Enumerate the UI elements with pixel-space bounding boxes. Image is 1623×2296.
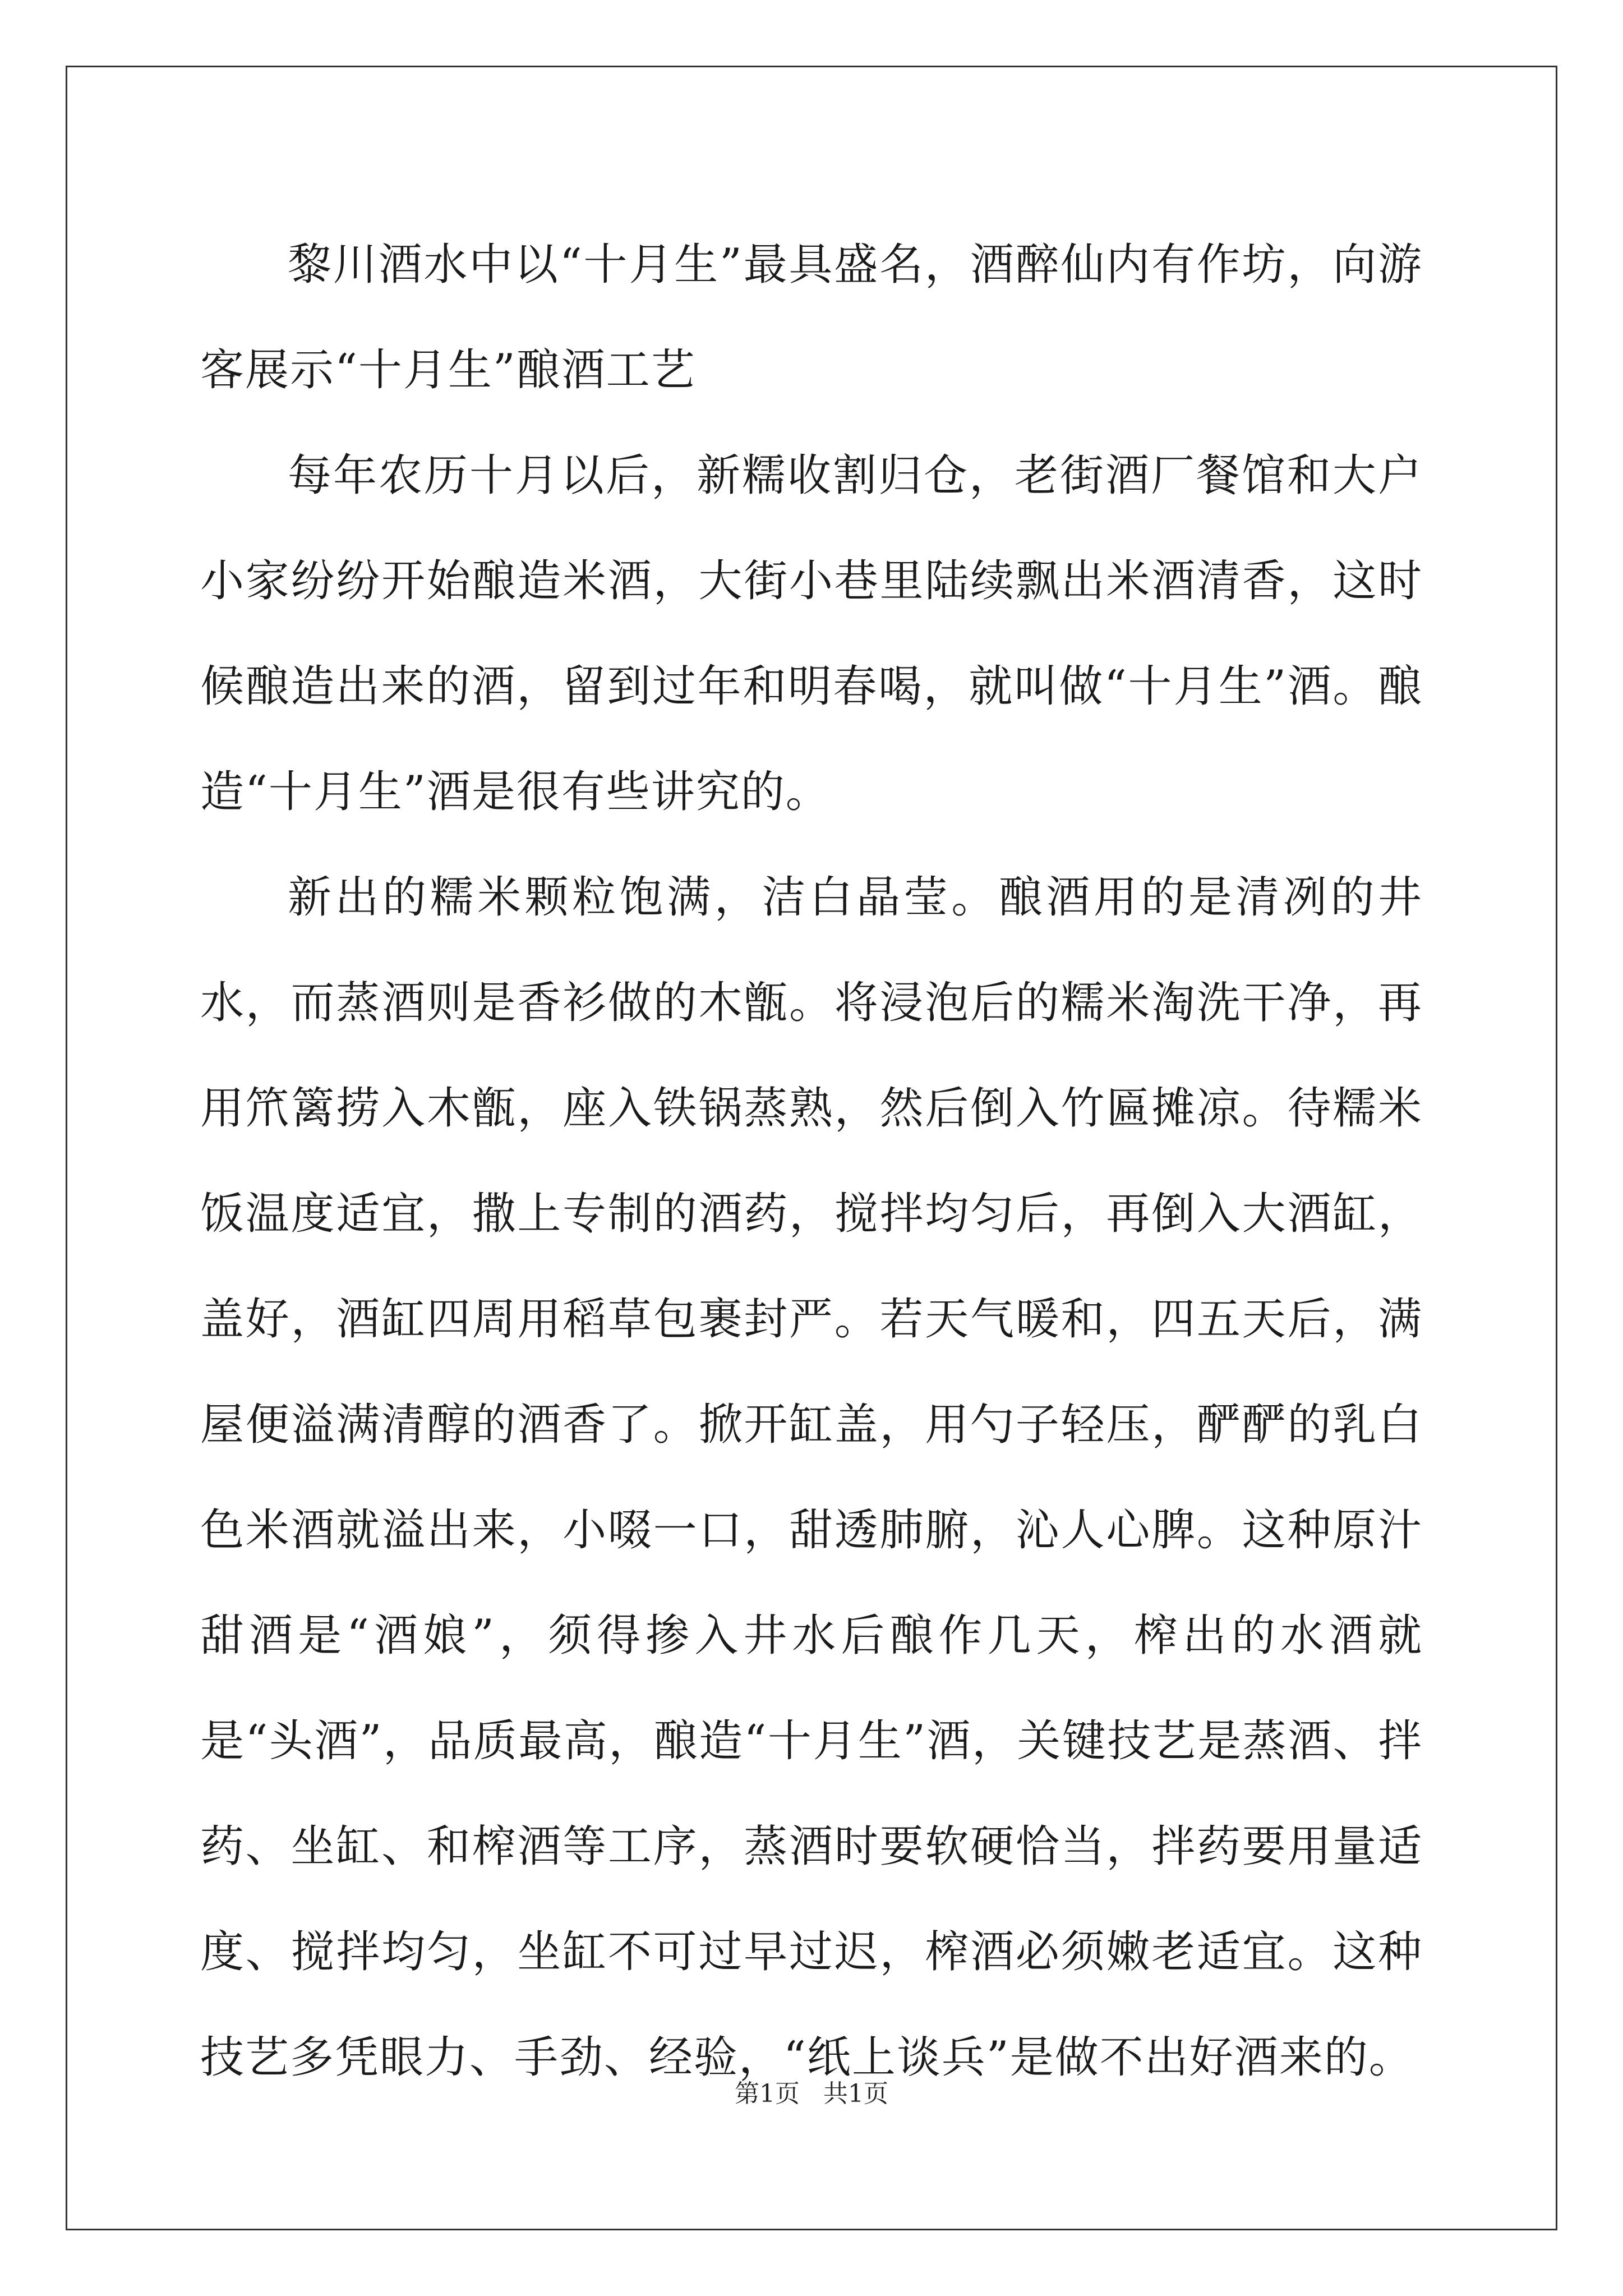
- page-footer: [0, 2077, 1623, 2111]
- paragraph-1: 黎川酒水中以“十月生”最具盛名，酒醉仙内有作坊，向游客展示“十月生”酿酒工艺: [200, 240, 1423, 395]
- page-total: 共1页: [823, 2079, 888, 2108]
- paragraph-3: 新出的糯米颗粒饱满，洁白晶莹。酿酒用的是清冽的井水，而蒸酒则是香衫做的木甑。将浸泡后的糯米淘洗干净，再用笊篱捞入木甑，座入铁锅蒸熟，然后倒入竹匾摊凉。待糯米饭温度适宜，撒上专制的酒药，搅拌均匀后，再倒入大酒缸，盖好，酒缸四周用稻草包裹封严。若天气暖和，四五天后，满屋便溢满清醇的酒香了。掀开缸盖，用勺子轻压，酽酽的乳白色米酒就溢出来，小啜一口，甜透肺腑，沁人心脾。这种原汁甜酒是“酒娘”，须得掺入井水后酿作几天，榨出的水酒就是“头酒”，品质最高，酿造“十月生”酒，关键技艺是蒸酒、拌药、坐缸、和榨酒等工序，蒸酒时要软硬恰当，拌药要用量适度、搅拌均匀，坐缸不可过早过迟，榨酒必须嫩老适宜。这种技艺多凭眼力、手劲、经验，“纸上谈兵”是做不出好酒来的。: [200, 872, 1423, 2083]
- document-body: [200, 212, 1423, 2110]
- page-number: 第1页: [735, 2079, 800, 2108]
- paragraph-2: 每年农历十月以后，新糯收割归仓，老街酒厂餐馆和大户小家纷纷开始酿造米酒，大街小巷里陆续飘出米酒清香，这时候酿造出来的酒，留到过年和明春喝，就叫做“十月生”酒。酿造“十月生”酒是很有些讲究的。: [200, 450, 1423, 817]
